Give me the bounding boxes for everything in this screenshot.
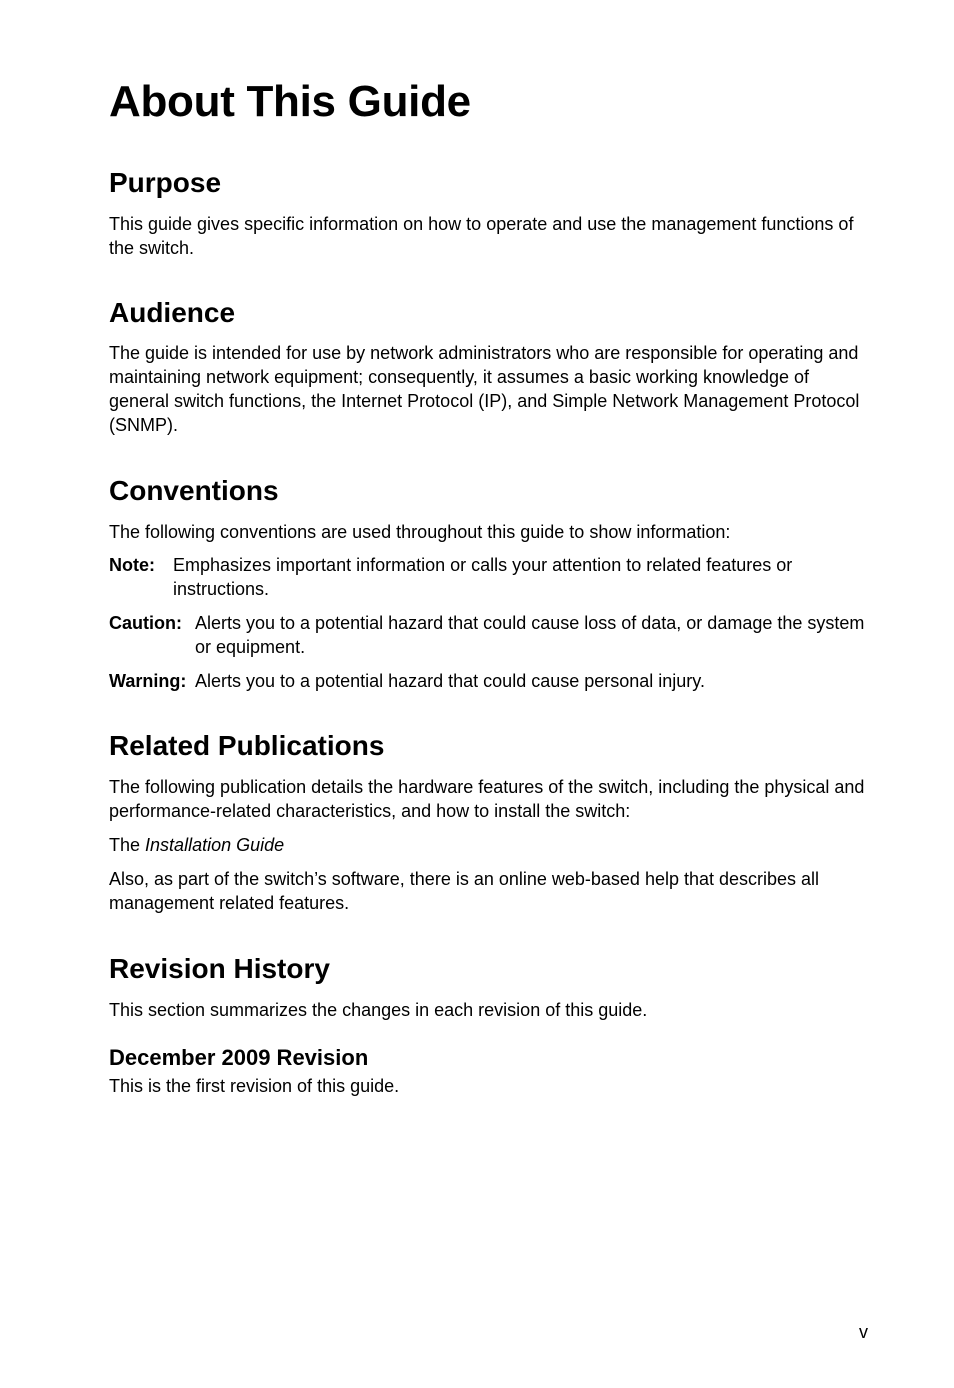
convention-description: Alerts you to a potential hazard that could cause loss of data, or damage the system or equipment. xyxy=(195,613,865,657)
page-content xyxy=(109,76,869,1098)
convention-term: Caution: xyxy=(109,613,182,633)
revision-entry-heading: December 2009 Revision xyxy=(109,1045,369,1070)
purpose-body: This guide gives specific information on how to operate and use the management functions of the switch. xyxy=(109,214,854,258)
page-title: About This Guide xyxy=(109,77,471,126)
convention-warning xyxy=(109,669,869,693)
page-number: v xyxy=(859,1322,868,1342)
online-help-note: Also, as part of the switch’s software, there is an online web-based help that describes all management related features. xyxy=(109,869,820,913)
publication-title: Installation Guide xyxy=(145,835,285,855)
convention-term: Warning: xyxy=(109,671,187,691)
audience-body: The guide is intended for use by network administrators who are responsible for operating and maintaining network equipment; consequently, it assumes a basic working knowledge of general switch functions, the Internet Protocol (IP), and Simple Network Management Protocol (SNMP). xyxy=(109,343,860,435)
audience-heading: Audience xyxy=(109,297,236,328)
revision-history-heading: Revision History xyxy=(109,953,330,984)
conventions-heading: Conventions xyxy=(109,475,279,506)
convention-term: Note: xyxy=(109,555,155,575)
related-publications-heading: Related Publications xyxy=(109,730,385,761)
revision-entry-body: This is the first revision of this guide. xyxy=(109,1076,400,1096)
convention-description: Alerts you to a potential hazard that could cause personal injury. xyxy=(195,671,705,691)
convention-caution xyxy=(109,611,869,659)
publication-prefix: The xyxy=(109,835,141,855)
revision-history-intro: This section summarizes the changes in each revision of this guide. xyxy=(109,1000,648,1020)
conventions-intro: The following conventions are used throughout this guide to show information: xyxy=(109,522,731,542)
publication-reference xyxy=(109,833,869,857)
related-publications-body: The following publication details the hardware features of the switch, including the physical and performance-related characteristics, and how to install the switch: xyxy=(109,777,865,821)
purpose-heading: Purpose xyxy=(109,167,222,198)
convention-description: Emphasizes important information or calls your attention to related features or instructions. xyxy=(173,555,793,599)
convention-note xyxy=(109,553,869,601)
